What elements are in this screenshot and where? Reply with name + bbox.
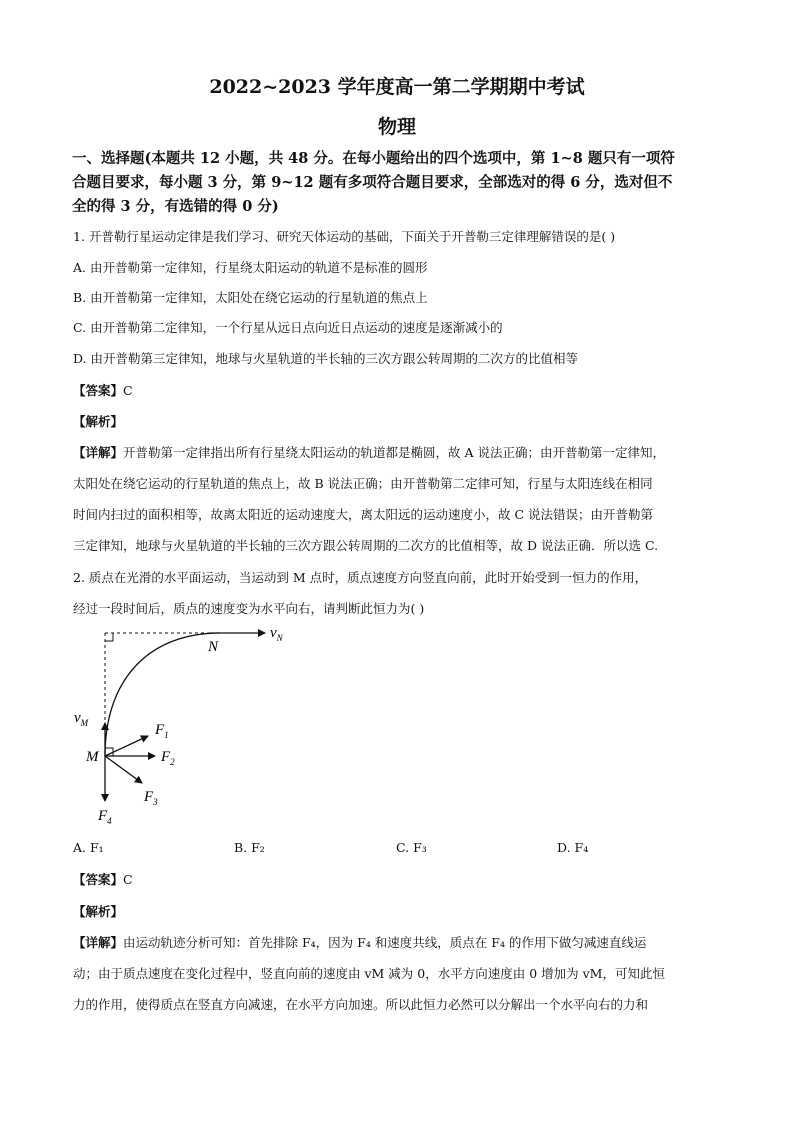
label-v-n: $v_N$ — [270, 625, 283, 643]
q1-option-b: B. 由开普勒第一定律知，太阳处在绕它运动的行星轨道的焦点上 — [73, 290, 428, 305]
q2-detail-line2: 动；由于质点速度在变化过程中，竖直向前的速度由 vM 减为 0，水平方向速度由 0 增加为 vM，可知此恒 — [73, 966, 665, 981]
label-v-m: $v_M$ — [74, 710, 89, 728]
q1-analysis-tag: 【解析】 — [73, 414, 124, 429]
q1-answer-tag: 【答案】 — [73, 383, 124, 398]
q2-detail-text1: 由运动轨迹分析可知：首先排除 F₄，因为 F₄ 和速度共线，质点在 F₄ 的作用下做匀减速直线运 — [123, 935, 647, 950]
force-f1-arrow — [105, 736, 148, 756]
q1-detail-line2: 太阳处在绕它运动的行星轨道的焦点上，故 B 说法正确；由开普勒第二定律可知，行星与太阳连线在相同 — [73, 476, 653, 491]
q1-stem: 1. 开普勒行星运动定律是我们学习、研究天体运动的基础，下面关于开普勒三定律理解错误的是( ) — [73, 229, 616, 244]
q2-option-b: B. F₂ — [234, 840, 265, 855]
q2-analysis-tag: 【解析】 — [73, 904, 124, 919]
q2-answer — [73, 870, 133, 888]
q1-answer-value: C — [123, 383, 133, 398]
q2-detail-line3: 力的作用，使得质点在竖直方向减速，在水平方向加速。所以此恒力必然可以分解出一个水平向右的力和 — [73, 997, 649, 1012]
q2-option-a: A. F₁ — [73, 840, 104, 855]
q1-detail-line3: 时间内扫过的面积相等，故离太阳近的运动速度大，离太阳远的运动速度小，故 C 说法错误；由开普勒第 — [73, 507, 654, 522]
section-heading-line1: 一、选择题(本题共 12 小题，共 48 分。在每小题给出的四个选项中，第 1~8 题只有一项符 — [72, 150, 675, 167]
section-heading-line2: 合题目要求，每小题 3 分，第 9~12 题有多项符合题目要求，全部选对的得 6 分，选对但不 — [72, 174, 673, 191]
subject-title: 物理 — [377, 116, 416, 138]
q1-detail-line4: 三定律知，地球与火星轨道的半长轴的三次方跟公转周期的二次方的比值相等，故 D 说法正确．所以选 C. — [73, 538, 659, 553]
q1-analysis — [73, 412, 123, 430]
q2-option-d: D. F₄ — [557, 840, 589, 855]
page-title: 2022~2023 学年度高一第二学期期中考试 — [209, 76, 585, 98]
label-f4: $F_4$ — [98, 808, 112, 826]
label-f3: $F_3$ — [144, 789, 158, 807]
q2-answer-value: C — [123, 872, 133, 887]
q2-answer-tag: 【答案】 — [73, 872, 124, 887]
force-f3-arrow — [105, 756, 142, 783]
q2-option-c: C. F₃ — [396, 840, 427, 855]
q1-option-c: C. 由开普勒第二定律知，一个行星从远日点向近日点运动的速度是逐渐减小的 — [73, 320, 503, 335]
q1-detail-line1 — [73, 443, 665, 461]
q1-answer — [73, 381, 133, 399]
q1-detail-text1: 开普勒第一定律指出所有行星绕太阳运动的轨道都是椭圆，故 A 说法正确；由开普勒第一定律知， — [123, 445, 665, 460]
section-heading-line3: 全的得 3 分，有选错的得 0 分) — [72, 198, 279, 215]
q2-stem-line1: 2. 质点在光滑的水平面运动，当运动到 M 点时，质点速度方向竖直向前，此时开始受到一恒力的作用， — [73, 570, 648, 585]
label-n: N — [208, 639, 219, 655]
label-f1: $F_1$ — [155, 722, 169, 740]
q1-detail-tag: 【详解】 — [73, 445, 124, 460]
q2-analysis — [73, 902, 123, 920]
q1-option-a: A. 由开普勒第一定律知，行星绕太阳运动的轨道不是标准的圆形 — [73, 260, 428, 275]
q2-force-diagram — [60, 618, 300, 838]
q2-detail-line1 — [73, 933, 646, 951]
label-f2: $F_2$ — [161, 749, 175, 767]
q2-stem-line2: 经过一段时间后，质点的速度变为水平向右，请判断此恒力为( ) — [73, 601, 425, 616]
q2-detail-tag: 【详解】 — [73, 935, 124, 950]
right-angle-mark-top — [105, 633, 113, 641]
q1-option-d: D. 由开普勒第三定律知，地球与火星轨道的半长轴的三次方跟公转周期的二次方的比值相等 — [73, 351, 579, 366]
label-m: M — [86, 749, 99, 765]
